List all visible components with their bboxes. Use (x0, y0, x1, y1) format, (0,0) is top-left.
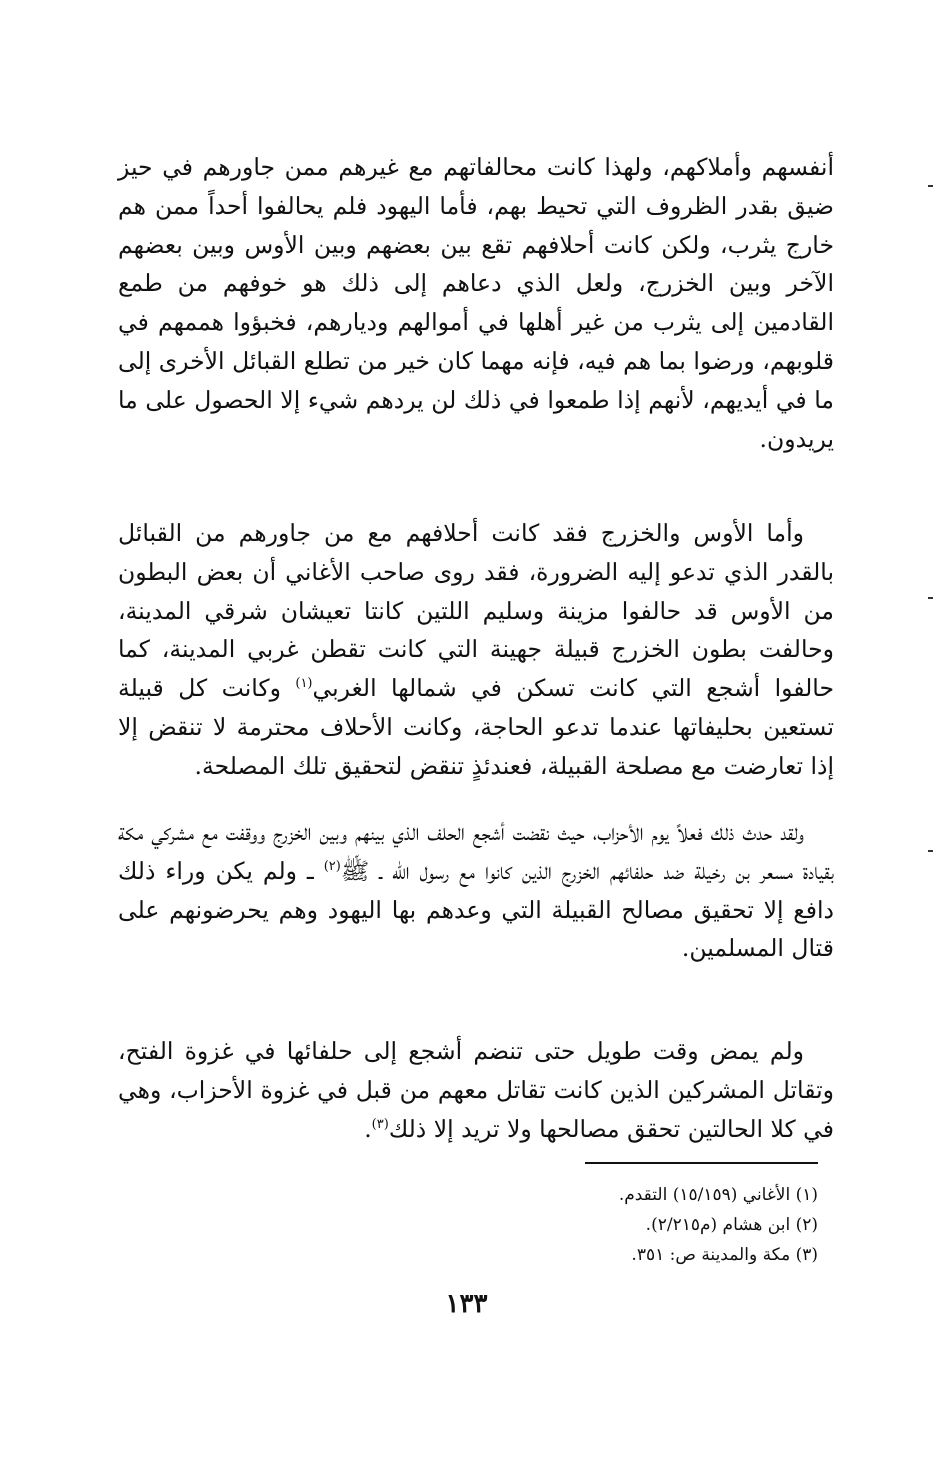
paragraph-2 (118, 514, 834, 786)
paragraph-4-text-b: . (364, 1114, 372, 1143)
paragraph-1 (118, 148, 834, 458)
paragraph-3 (118, 813, 834, 968)
footnote-marker-2[interactable]: (٢) (323, 858, 341, 874)
paragraph-2-text-b: وكانت كل قبيلة تستعين بحليفاتها عندما تدعو الحاجة، وكانت الأحلاف محترمة لا تنقض إلا إذا تعارضت مع مصلحة القبيلة، فعندئذٍ تنقض لتحقيق تلك المصلحة. (118, 674, 834, 780)
footnote-3: (٣) مكة والمدينة ص: ٣٥١. (631, 1245, 818, 1265)
paragraph-4 (118, 1032, 834, 1148)
margin-tick-mark (928, 597, 933, 599)
paragraph-1-text: أنفسهم وأملاكهم، ولهذا كانت محالفاتهم مع غيرهم ممن جاورهم في حيز ضيق بقدر الظروف التي تحيط بهم، فأما اليهود فلم يحالفوا أحداً ممن هم خارج يثرب، ولكن كانت أحلافهم تقع بين بعضهم وبين الأوس وبين بعضهم الآخر وبين الخزرج، ولعل الذي دعاهم إلى ذلك هو خوفهم من طمع القادمين إلى يثرب من غير أهلها في أموالهم وديارهم، فخبؤوا هممهم في قلوبهم، ورضوا بما هم فيه، فإنه مهما كان خير من تطلع القبائل الأخرى إلى ما في أيديهم، لأنهم إذا طمعوا في ذلك لن يردهم شيء إلا الحصول على ما يريدون. (118, 153, 834, 453)
footnote-2: (٢) ابن هشام (م٢/٢١٥). (645, 1215, 818, 1235)
paragraph-4-text-a: ولم يمض وقت طويل حتى تنضم أشجع إلى حلفائها في غزوة الفتح، وتقاتل المشركين الذين كانت تقاتل معهم من قبل في غزوة الأحزاب، وهي في كلا الحالتين تحقق مصالحها ولا تريد إلا ذلك (118, 1037, 834, 1143)
paragraph-3-text-a: ولقد حدث ذلك فعلاً يوم الأحزاب، حيث نقضت أشجع الحلف الذي بينهم وبين الخزرج ووقفت مع مشركي مكة بقيادة مسعر بن رخيلة ضد حلفائهم الخزرج الذين كانوا مع رسول الله ـ ﷺ (118, 818, 834, 885)
paragraph-3-text-b: ـ ولم يكن وراء ذلك دافع إلا تحقيق مصالح القبيلة التي وعدهم بها اليهود وهم يحرضونهم على قتال المسلمين. (118, 856, 834, 963)
footnote-marker-3[interactable]: (٣) (371, 1116, 389, 1132)
page-number: ١٣٣ (445, 1289, 488, 1319)
footnotes (420, 1180, 818, 1270)
footnote-1: (١) الأغاني (١٥/١٥٩) التقدم. (618, 1185, 818, 1205)
paragraph-2-text-a: وأما الأوس والخزرج فقد كانت أحلافهم مع من جاورهم من القبائل بالقدر الذي تدعو إليه الضرورة، فقد روى صاحب الأغاني أن بعض البطون من الأوس قد حالفوا مزينة وسليم اللتين كانتا تعيشان شرقي المدينة، وحالفت بطون الخزرج قبيلة جهينة التي كانت تقطن غربي المدينة، كما حالفوا أشجع التي كانت تسكن في شمالها الغربي (118, 519, 834, 703)
margin-tick-mark (928, 185, 933, 187)
footnote-marker-1[interactable]: (١) (295, 676, 313, 692)
footnote-separator (585, 1162, 818, 1164)
margin-tick-mark (928, 850, 933, 852)
